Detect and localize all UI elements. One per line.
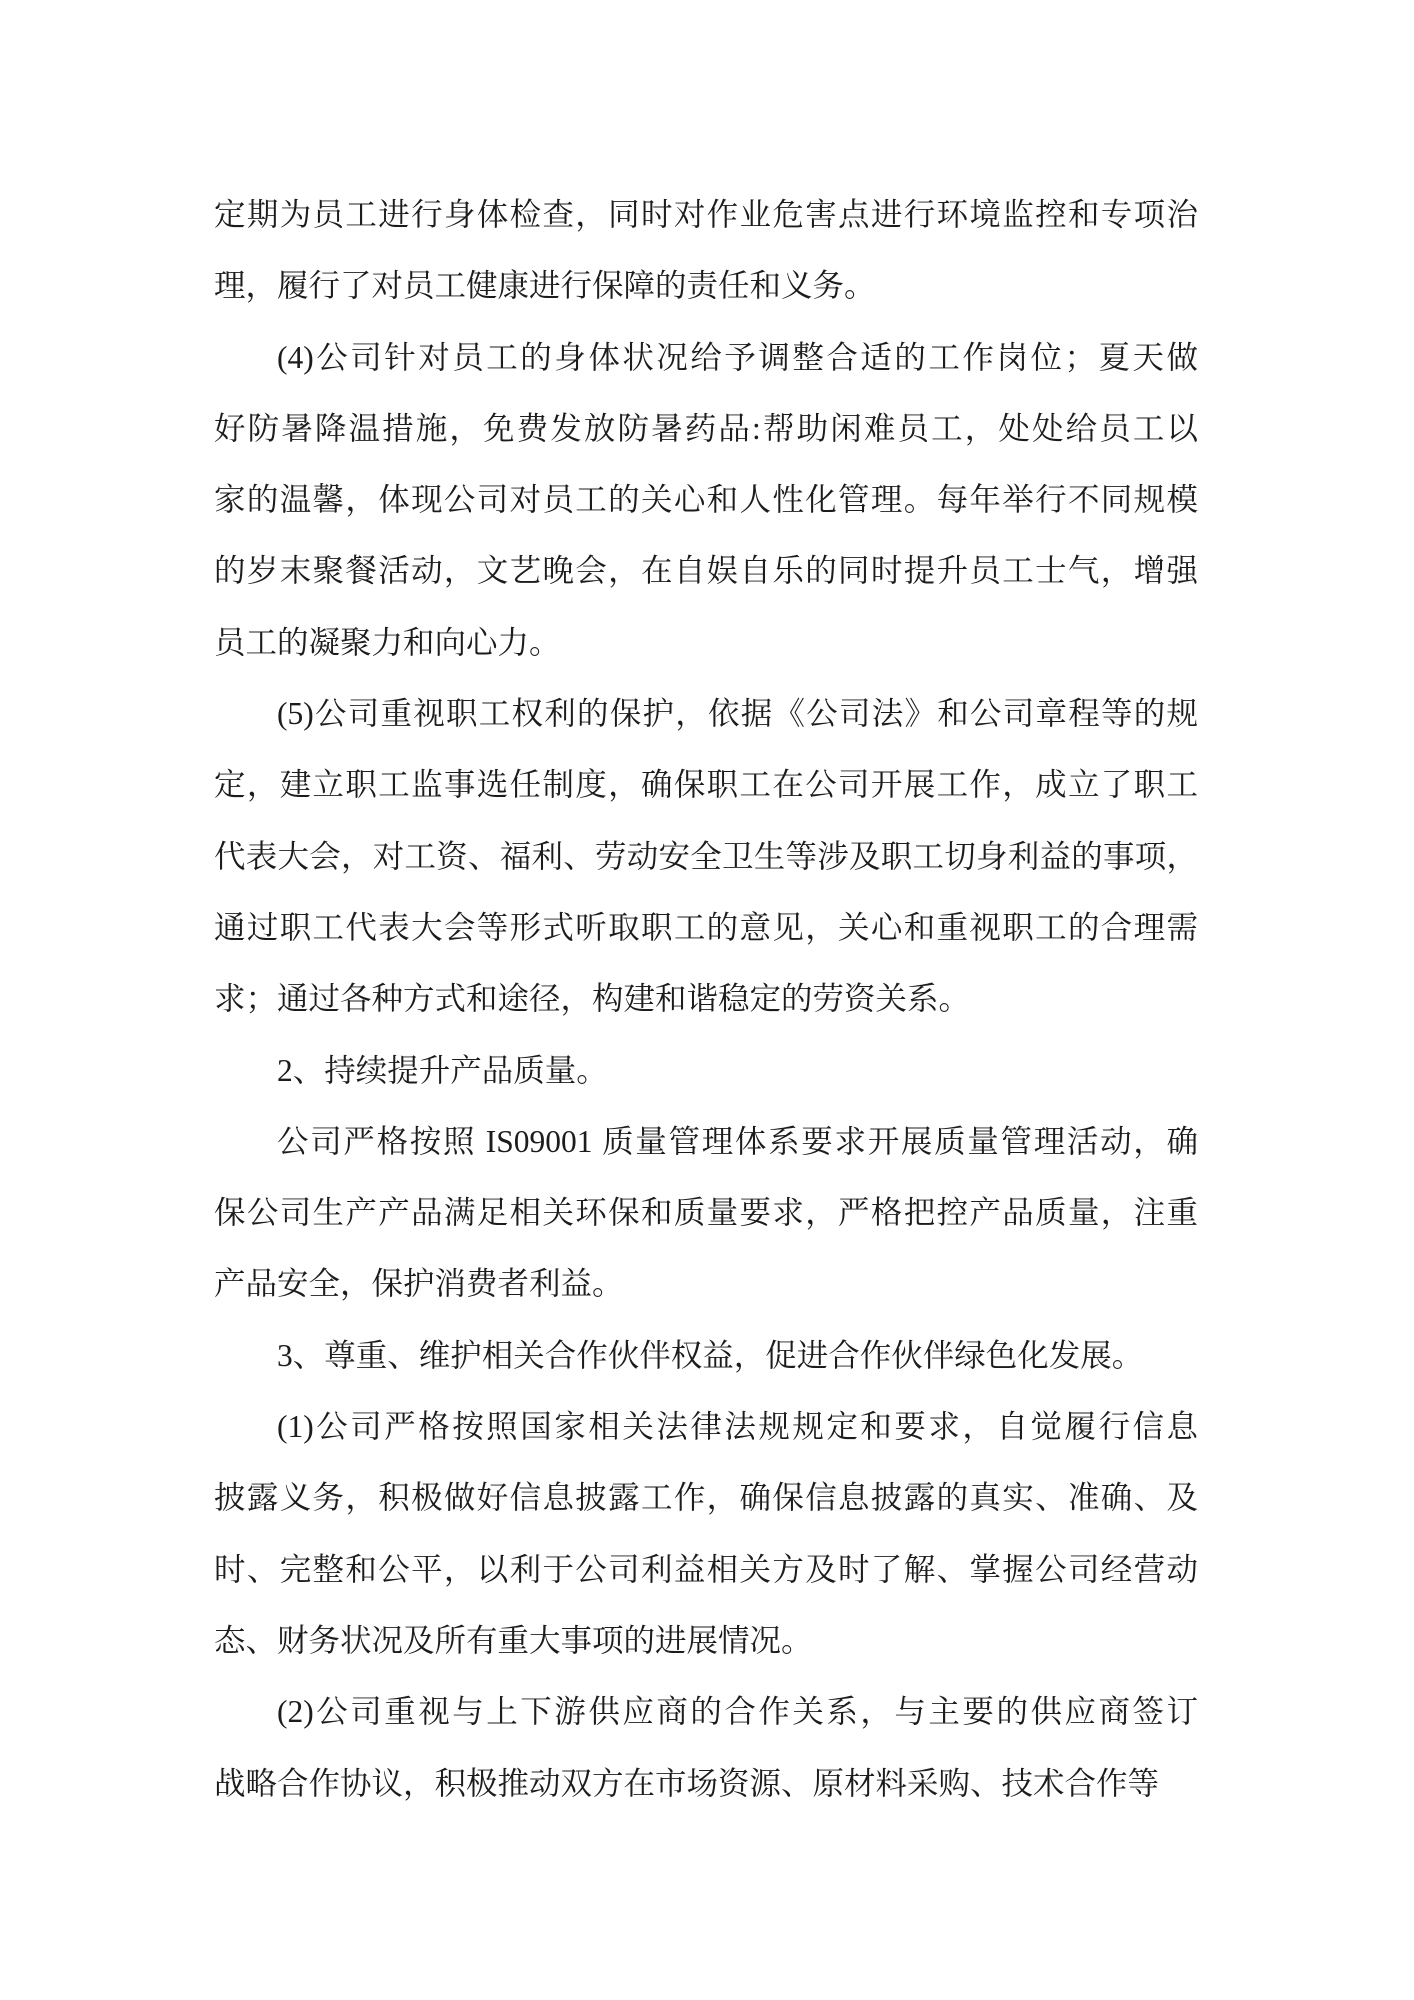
text-line: 定，建立职工监事选任制度，确保职工在公司开展工作，成立了职工	[214, 767, 1198, 803]
text-line: 定期为员工进行身体检查，同时对作业危害点进行环境监控和专项治	[214, 197, 1198, 232]
text-line: 的岁末聚餐活动，文艺晚会，在自娱自乐的同时提升员工士气，增强	[214, 553, 1198, 589]
text-line: (4)公司针对员工的身体状况给予调整合适的工作岗位；夏天做	[277, 339, 1198, 375]
text-line: 代表大会，对工资、福利、劳动安全卫生等涉及职工切身利益的事项，	[214, 838, 1198, 874]
text-line: (2)公司重视与上下游供应商的合作关系，与主要的供应商签订	[277, 1694, 1198, 1730]
text-line: 时、完整和公平，以利于公司利益相关方及时了解、掌握公司经营动	[214, 1551, 1198, 1587]
text-line: 公司严格按照 IS09001 质量管理体系要求开展质量管理活动，确	[277, 1123, 1198, 1159]
text-block	[214, 179, 1198, 1819]
text-line: (5)公司重视职工权利的保护，依据《公司法》和公司章程等的规	[277, 696, 1198, 732]
text-line: 战略合作协议，积极推动双方在市场资源、原材料采购、技术合作等	[214, 1765, 1160, 1801]
text-line: 态、财务状况及所有重大事项的进展情况。	[214, 1622, 813, 1658]
text-line: 产品安全，保护消费者利益。	[214, 1266, 624, 1302]
text-line: (1)公司严格按照国家相关法律法规规定和要求，自觉履行信息	[277, 1409, 1198, 1445]
text-line: 披露义务，积极做好信息披露工作，确保信息披露的真实、准确、及	[214, 1480, 1198, 1516]
text-line: 员工的凝聚力和向心力。	[214, 624, 561, 660]
text-line: 通过职工代表大会等形式听取职工的意见，关心和重视职工的合理需	[214, 909, 1198, 945]
text-line: 好防暑降温措施，免费发放防暑药品:帮助闲难员工，处处给员工以	[214, 410, 1198, 446]
text-line: 理，履行了对员工健康进行保障的责任和义务。	[214, 268, 876, 304]
text-line: 2、持续提升产品质量。	[277, 1052, 608, 1088]
text-line: 保公司生产产品满足相关环保和质量要求，严格把控产品质量，注重	[214, 1195, 1198, 1231]
text-line: 3、尊重、维护相关合作伙伴权益，促进合作伙伴绿色化发展。	[277, 1337, 1144, 1373]
text-line: 求；通过各种方式和途径，构建和谐稳定的劳资关系。	[214, 981, 971, 1017]
text-line: 家的温馨，体现公司对员工的关心和人性化管理。每年举行不同规模	[214, 482, 1198, 518]
